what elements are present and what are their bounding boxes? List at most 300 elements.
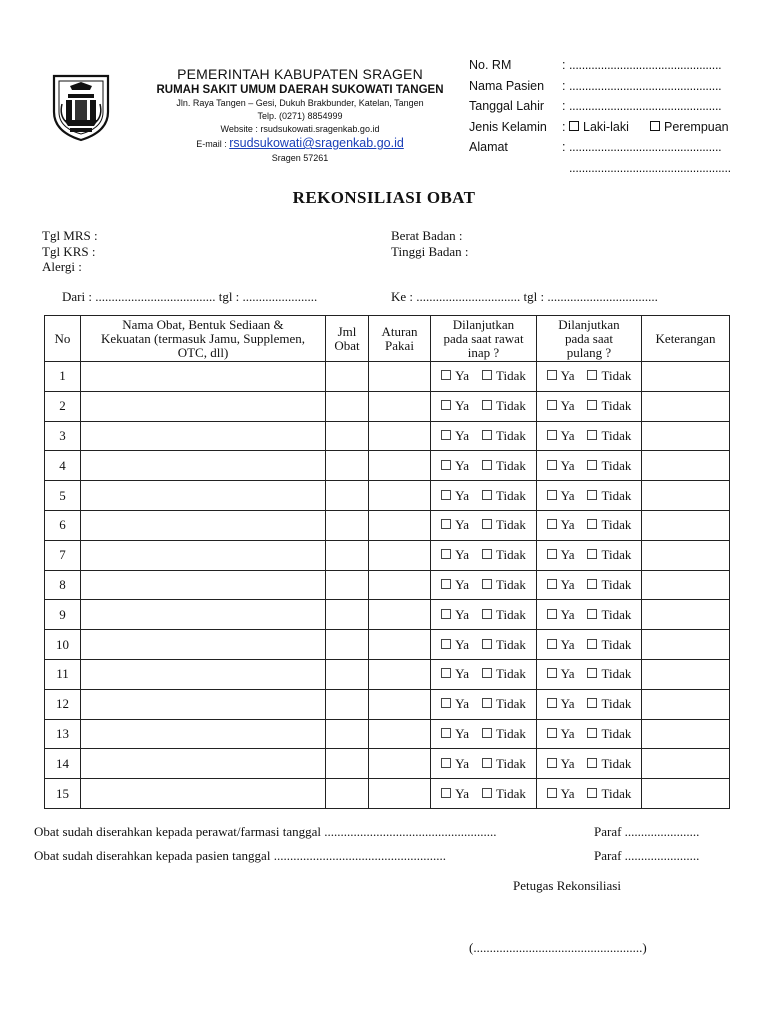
pulang-tidak-option[interactable] [587, 458, 631, 473]
checkbox-icon [482, 579, 492, 589]
rawat-inap-cell [431, 779, 537, 809]
checkbox-icon [587, 639, 597, 649]
rawat-inap-ya-option[interactable] [441, 488, 469, 503]
table-body [45, 362, 730, 809]
table-row [45, 391, 730, 421]
pulang-tidak-option[interactable] [587, 607, 631, 622]
pulang-ya-option[interactable] [547, 756, 575, 771]
rawat-inap-cell [431, 689, 537, 719]
name-colon: : [562, 78, 566, 93]
tidak-label: Tidak [601, 636, 632, 652]
pulang-tidak-option[interactable] [587, 786, 631, 801]
checkbox-icon [482, 519, 492, 529]
tidak-label: Tidak [495, 368, 526, 384]
paraf-field-2[interactable]: Paraf ....................... [594, 848, 700, 863]
ya-label: Ya [455, 487, 469, 503]
letterhead [130, 66, 470, 164]
email-link[interactable]: rsudsukowati@sragenkab.go.id [229, 136, 404, 150]
row-number: 13 [45, 719, 81, 749]
aturan-pakai-cell[interactable] [369, 362, 431, 392]
checkbox-icon [587, 370, 597, 380]
checkbox-icon [441, 758, 451, 768]
checkbox-icon [587, 519, 597, 529]
rawat-inap-cell [431, 659, 537, 689]
row-number: 2 [45, 391, 81, 421]
row-number: 14 [45, 749, 81, 779]
hospital-website: Website : rsudsukowati.sragenkab.go.id [220, 124, 380, 134]
checkbox-icon [547, 400, 557, 410]
nama-obat-cell[interactable] [81, 630, 326, 660]
jml-obat-cell[interactable] [326, 600, 369, 630]
jml-obat-cell[interactable] [326, 779, 369, 809]
gender-colon: : [562, 119, 566, 134]
rm-field[interactable]: ................................................ [569, 58, 722, 72]
rawat-inap-tidak-option[interactable] [482, 696, 526, 711]
aturan-pakai-cell[interactable] [369, 749, 431, 779]
table-row [45, 451, 730, 481]
nama-obat-cell[interactable] [81, 659, 326, 689]
aturan-pakai-cell[interactable] [369, 481, 431, 511]
tidak-label: Tidak [601, 606, 632, 622]
aturan-pakai-cell[interactable] [369, 570, 431, 600]
berat-badan-field[interactable]: Berat Badan : [391, 228, 463, 243]
pulang-cell [537, 689, 642, 719]
rawat-inap-ya-option[interactable] [441, 607, 469, 622]
checkbox-icon [482, 788, 492, 798]
checkbox-icon [547, 579, 557, 589]
ya-label: Ya [560, 368, 575, 384]
nama-obat-cell[interactable] [81, 391, 326, 421]
rawat-inap-ya-option[interactable] [441, 726, 469, 741]
pulang-cell [537, 391, 642, 421]
checkbox-icon [441, 430, 451, 440]
ya-label: Ya [560, 487, 575, 503]
ya-label: Ya [560, 457, 575, 473]
checkbox-icon [482, 430, 492, 440]
keterangan-cell[interactable] [642, 749, 730, 779]
pulang-tidak-option[interactable] [587, 368, 631, 383]
pulang-ya-option[interactable] [547, 547, 575, 562]
keterangan-cell[interactable] [642, 451, 730, 481]
aturan-pakai-cell[interactable] [369, 779, 431, 809]
checkbox-icon [587, 668, 597, 678]
checkbox-icon [587, 728, 597, 738]
nama-obat-cell[interactable] [81, 510, 326, 540]
tidak-label: Tidak [495, 398, 526, 414]
ya-label: Ya [560, 576, 575, 592]
table-row [45, 779, 730, 809]
checkbox-icon [441, 579, 451, 589]
keterangan-cell[interactable] [642, 779, 730, 809]
pulang-cell [537, 481, 642, 511]
row-number: 4 [45, 451, 81, 481]
paraf-field-1[interactable]: Paraf ....................... [594, 824, 700, 839]
ya-label: Ya [455, 368, 469, 384]
tidak-label: Tidak [495, 785, 526, 801]
rawat-inap-tidak-option[interactable] [482, 547, 526, 562]
nama-obat-cell[interactable] [81, 481, 326, 511]
keterangan-cell[interactable] [642, 659, 730, 689]
pulang-tidak-option[interactable] [587, 428, 631, 443]
tidak-label: Tidak [601, 755, 632, 771]
keterangan-cell[interactable] [642, 689, 730, 719]
tidak-label: Tidak [495, 606, 526, 622]
checkbox-icon [547, 460, 557, 470]
pulang-tidak-option[interactable] [587, 517, 631, 532]
rawat-inap-cell [431, 540, 537, 570]
government-name: PEMERINTAH KABUPATEN SRAGEN [177, 66, 423, 82]
tidak-label: Tidak [495, 576, 526, 592]
nama-obat-cell[interactable] [81, 779, 326, 809]
dob-label: Tanggal Lahir [469, 99, 545, 113]
nama-obat-cell[interactable] [81, 719, 326, 749]
keterangan-cell[interactable] [642, 510, 730, 540]
checkbox-icon [441, 370, 451, 380]
header-jml-obat-text: Jml Obat [334, 323, 360, 353]
nama-obat-cell[interactable] [81, 540, 326, 570]
checkbox-icon [587, 698, 597, 708]
jml-obat-cell[interactable] [326, 421, 369, 451]
nama-obat-cell[interactable] [81, 362, 326, 392]
jml-obat-cell[interactable] [326, 362, 369, 392]
rawat-inap-tidak-option[interactable] [482, 756, 526, 771]
checkbox-icon [441, 400, 451, 410]
pulang-ya-option[interactable] [547, 577, 575, 592]
name-field[interactable]: ................................................ [569, 78, 722, 93]
pulang-cell [537, 630, 642, 660]
keterangan-cell[interactable] [642, 362, 730, 392]
header-jml-obat [326, 316, 369, 362]
gender-female-label: Perempuan [664, 119, 729, 134]
keterangan-cell[interactable] [642, 719, 730, 749]
pulang-tidak-option[interactable] [587, 488, 631, 503]
checkbox-icon [441, 668, 451, 678]
checkbox-icon [547, 728, 557, 738]
rawat-inap-ya-option[interactable] [441, 428, 469, 443]
nama-obat-cell[interactable] [81, 421, 326, 451]
jml-obat-cell[interactable] [326, 391, 369, 421]
aturan-pakai-cell[interactable] [369, 391, 431, 421]
jml-obat-cell[interactable] [326, 510, 369, 540]
rawat-inap-ya-option[interactable] [441, 547, 469, 562]
pulang-ya-option[interactable] [547, 517, 575, 532]
checkbox-icon [482, 460, 492, 470]
nama-obat-cell[interactable] [81, 451, 326, 481]
rawat-inap-cell [431, 630, 537, 660]
jml-obat-cell[interactable] [326, 719, 369, 749]
keterangan-cell[interactable] [642, 600, 730, 630]
pulang-tidak-option[interactable] [587, 726, 631, 741]
rawat-inap-ya-option[interactable] [441, 398, 469, 413]
pulang-cell [537, 510, 642, 540]
hospital-city: Sragen 57261 [271, 153, 329, 163]
rawat-inap-tidak-option[interactable] [482, 666, 526, 681]
checkbox-icon [482, 549, 492, 559]
tidak-label: Tidak [601, 725, 632, 741]
checkbox-icon [482, 639, 492, 649]
table-row [45, 570, 730, 600]
pulang-ya-option[interactable] [547, 398, 575, 413]
keterangan-cell[interactable] [642, 421, 730, 451]
pulang-ya-option[interactable] [547, 488, 575, 503]
tidak-label: Tidak [601, 517, 632, 533]
nama-obat-cell[interactable] [81, 689, 326, 719]
rawat-inap-cell [431, 481, 537, 511]
address-colon: : [562, 140, 566, 154]
jml-obat-cell[interactable] [326, 630, 369, 660]
checkbox-icon [547, 609, 557, 619]
address-field[interactable]: ................................................ [569, 140, 722, 154]
rawat-inap-cell [431, 451, 537, 481]
tidak-label: Tidak [601, 368, 632, 384]
dob-field[interactable]: ................................................ [569, 99, 722, 113]
rawat-inap-tidak-option[interactable] [482, 637, 526, 652]
pulang-cell [537, 749, 642, 779]
checkbox-icon [441, 460, 451, 470]
checkbox-icon [441, 698, 451, 708]
aturan-pakai-cell[interactable] [369, 540, 431, 570]
rawat-inap-ya-option[interactable] [441, 637, 469, 652]
checkbox-icon [547, 639, 557, 649]
checkbox-icon [547, 758, 557, 768]
pulang-ya-option[interactable] [547, 607, 575, 622]
rawat-inap-tidak-option[interactable] [482, 577, 526, 592]
aturan-pakai-cell[interactable] [369, 659, 431, 689]
jml-obat-cell[interactable] [326, 570, 369, 600]
tidak-label: Tidak [601, 547, 632, 563]
checkbox-icon [587, 758, 597, 768]
aturan-pakai-cell[interactable] [369, 451, 431, 481]
ya-label: Ya [560, 666, 575, 682]
tidak-label: Tidak [601, 487, 632, 503]
hospital-email-line [130, 136, 470, 152]
tidak-label: Tidak [601, 696, 632, 712]
checkbox-icon [547, 788, 557, 798]
ya-label: Ya [560, 398, 575, 414]
rawat-inap-ya-option[interactable] [441, 696, 469, 711]
ya-label: Ya [455, 725, 469, 741]
checkbox-icon [441, 788, 451, 798]
tidak-label: Tidak [495, 696, 526, 712]
rawat-inap-tidak-option[interactable] [482, 488, 526, 503]
row-number: 10 [45, 630, 81, 660]
rawat-inap-cell [431, 421, 537, 451]
aturan-pakai-cell[interactable] [369, 689, 431, 719]
rawat-inap-ya-option[interactable] [441, 756, 469, 771]
name-row [469, 79, 754, 100]
email-label: E-mail : [196, 139, 230, 149]
transfer-from-field[interactable]: Dari : ..................................... tgl : ....................... [62, 289, 318, 304]
jml-obat-cell[interactable] [326, 540, 369, 570]
ya-label: Ya [560, 636, 575, 652]
ya-label: Ya [560, 427, 575, 443]
rawat-inap-tidak-option[interactable] [482, 368, 526, 383]
rawat-inap-tidak-option[interactable] [482, 517, 526, 532]
checkbox-icon [482, 370, 492, 380]
pulang-tidak-option[interactable] [587, 637, 631, 652]
table-row [45, 362, 730, 392]
tidak-label: Tidak [495, 457, 526, 473]
table-row [45, 659, 730, 689]
handover-nurse-line[interactable]: Obat sudah diserahkan kepada perawat/farmasi tanggal ..................................................... [34, 824, 497, 839]
checkbox-icon [482, 609, 492, 619]
checkbox-icon [482, 758, 492, 768]
row-number: 6 [45, 510, 81, 540]
gender-label: Jenis Kelamin [469, 119, 547, 134]
rawat-inap-ya-option[interactable] [441, 577, 469, 592]
table-header-row [45, 316, 730, 362]
aturan-pakai-cell[interactable] [369, 600, 431, 630]
pulang-ya-option[interactable] [547, 726, 575, 741]
checkbox-icon [587, 579, 597, 589]
gender-female-option[interactable] [650, 120, 729, 134]
ya-label: Ya [560, 517, 575, 533]
aturan-pakai-cell[interactable] [369, 421, 431, 451]
rawat-inap-tidak-option[interactable] [482, 726, 526, 741]
keterangan-cell[interactable] [642, 540, 730, 570]
pulang-ya-option[interactable] [547, 428, 575, 443]
table-row [45, 510, 730, 540]
row-number: 3 [45, 421, 81, 451]
checkbox-icon [547, 370, 557, 380]
rawat-inap-cell [431, 719, 537, 749]
checkbox-icon [547, 490, 557, 500]
rawat-inap-cell [431, 391, 537, 421]
tidak-label: Tidak [495, 487, 526, 503]
pulang-tidak-option[interactable] [587, 577, 631, 592]
row-number: 1 [45, 362, 81, 392]
pulang-cell [537, 779, 642, 809]
checkbox-icon [482, 728, 492, 738]
pulang-ya-option[interactable] [547, 666, 575, 681]
patient-identity-block [469, 58, 754, 181]
header-aturan-pakai-text: Aturan Pakai [381, 323, 418, 353]
ya-label: Ya [455, 457, 469, 473]
rawat-inap-cell [431, 749, 537, 779]
pulang-ya-option[interactable] [547, 368, 575, 383]
table-row [45, 421, 730, 451]
rawat-inap-tidak-option[interactable] [482, 458, 526, 473]
header-no: No [45, 316, 81, 362]
rawat-inap-ya-option[interactable] [441, 517, 469, 532]
hospital-address: Jln. Raya Tangen – Gesi, Dukuh Brakbunder, Katelan, Tangen [176, 98, 424, 108]
ya-label: Ya [560, 547, 575, 563]
rawat-inap-cell [431, 510, 537, 540]
ya-label: Ya [455, 547, 469, 563]
aturan-pakai-cell[interactable] [369, 510, 431, 540]
address-label: Alamat [469, 140, 508, 154]
handover-patient-line[interactable]: Obat sudah diserahkan kepada pasien tanggal ..................................................... [34, 848, 446, 863]
pulang-tidak-option[interactable] [587, 696, 631, 711]
checkbox-icon [547, 698, 557, 708]
header-pulang [537, 316, 642, 362]
rawat-inap-tidak-option[interactable] [482, 398, 526, 413]
jml-obat-cell[interactable] [326, 481, 369, 511]
tidak-label: Tidak [495, 547, 526, 563]
row-number: 7 [45, 540, 81, 570]
alergi-field[interactable]: Alergi : [42, 259, 82, 274]
pulang-tidak-option[interactable] [587, 398, 631, 413]
hospital-phone: Telp. (0271) 8854999 [257, 111, 343, 121]
dob-row [469, 99, 754, 120]
aturan-pakai-cell[interactable] [369, 719, 431, 749]
keterangan-cell[interactable] [642, 630, 730, 660]
tgl-krs-field[interactable]: Tgl KRS : [42, 243, 96, 259]
rawat-inap-tidak-option[interactable] [482, 786, 526, 801]
checkbox-icon [441, 728, 451, 738]
rawat-inap-ya-option[interactable] [441, 368, 469, 383]
transfer-to-field[interactable]: Ke : ................................ tgl : .................................. [391, 289, 658, 304]
tidak-label: Tidak [495, 427, 526, 443]
jml-obat-cell[interactable] [326, 749, 369, 779]
dob-colon: : [562, 99, 566, 113]
aturan-pakai-cell[interactable] [369, 630, 431, 660]
pulang-ya-option[interactable] [547, 458, 575, 473]
nama-obat-cell[interactable] [81, 570, 326, 600]
header-pulang-text: Dilanjutkan pada saat pulang ? [558, 316, 620, 360]
nama-obat-cell[interactable] [81, 600, 326, 630]
table-row [45, 630, 730, 660]
checkbox-icon [587, 549, 597, 559]
pulang-cell [537, 362, 642, 392]
hospital-logo-emblem [50, 72, 112, 142]
tidak-label: Tidak [601, 427, 632, 443]
ya-label: Ya [560, 725, 575, 741]
ya-label: Ya [560, 696, 575, 712]
pulang-ya-option[interactable] [547, 637, 575, 652]
ya-label: Ya [560, 785, 575, 801]
address-row [469, 140, 754, 161]
row-number: 15 [45, 779, 81, 809]
rawat-inap-ya-option[interactable] [441, 786, 469, 801]
rawat-inap-tidak-option[interactable] [482, 428, 526, 443]
checkbox-icon [587, 460, 597, 470]
rawat-inap-ya-option[interactable] [441, 458, 469, 473]
pulang-ya-option[interactable] [547, 786, 575, 801]
nama-obat-cell[interactable] [81, 749, 326, 779]
form-title: REKONSILIASI OBAT [292, 188, 476, 207]
pulang-ya-option[interactable] [547, 696, 575, 711]
keterangan-cell[interactable] [642, 391, 730, 421]
checkbox-icon [587, 400, 597, 410]
keterangan-cell[interactable] [642, 570, 730, 600]
keterangan-cell[interactable] [642, 481, 730, 511]
row-number: 9 [45, 600, 81, 630]
rm-row [469, 58, 754, 79]
row-number: 8 [45, 570, 81, 600]
tgl-mrs-field[interactable]: Tgl MRS : [42, 228, 98, 243]
jml-obat-cell[interactable] [326, 689, 369, 719]
signature-line[interactable]: (....................................................) [469, 940, 647, 955]
jml-obat-cell[interactable] [326, 451, 369, 481]
jml-obat-cell[interactable] [326, 659, 369, 689]
pulang-tidak-option[interactable] [587, 666, 631, 681]
rawat-inap-ya-option[interactable] [441, 666, 469, 681]
pulang-cell [537, 451, 642, 481]
address-field-2[interactable]: ................................................... [569, 160, 731, 175]
checkbox-icon [482, 400, 492, 410]
pulang-tidak-option[interactable] [587, 756, 631, 771]
rawat-inap-tidak-option[interactable] [482, 607, 526, 622]
gender-male-option[interactable] [569, 120, 629, 134]
checkbox-icon [547, 668, 557, 678]
tidak-label: Tidak [495, 755, 526, 771]
pulang-tidak-option[interactable] [587, 547, 631, 562]
checkbox-icon [482, 668, 492, 678]
ya-label: Ya [560, 755, 575, 771]
tinggi-badan-field[interactable]: Tinggi Badan : [391, 243, 469, 259]
gender-male-label: Laki-laki [583, 119, 629, 134]
